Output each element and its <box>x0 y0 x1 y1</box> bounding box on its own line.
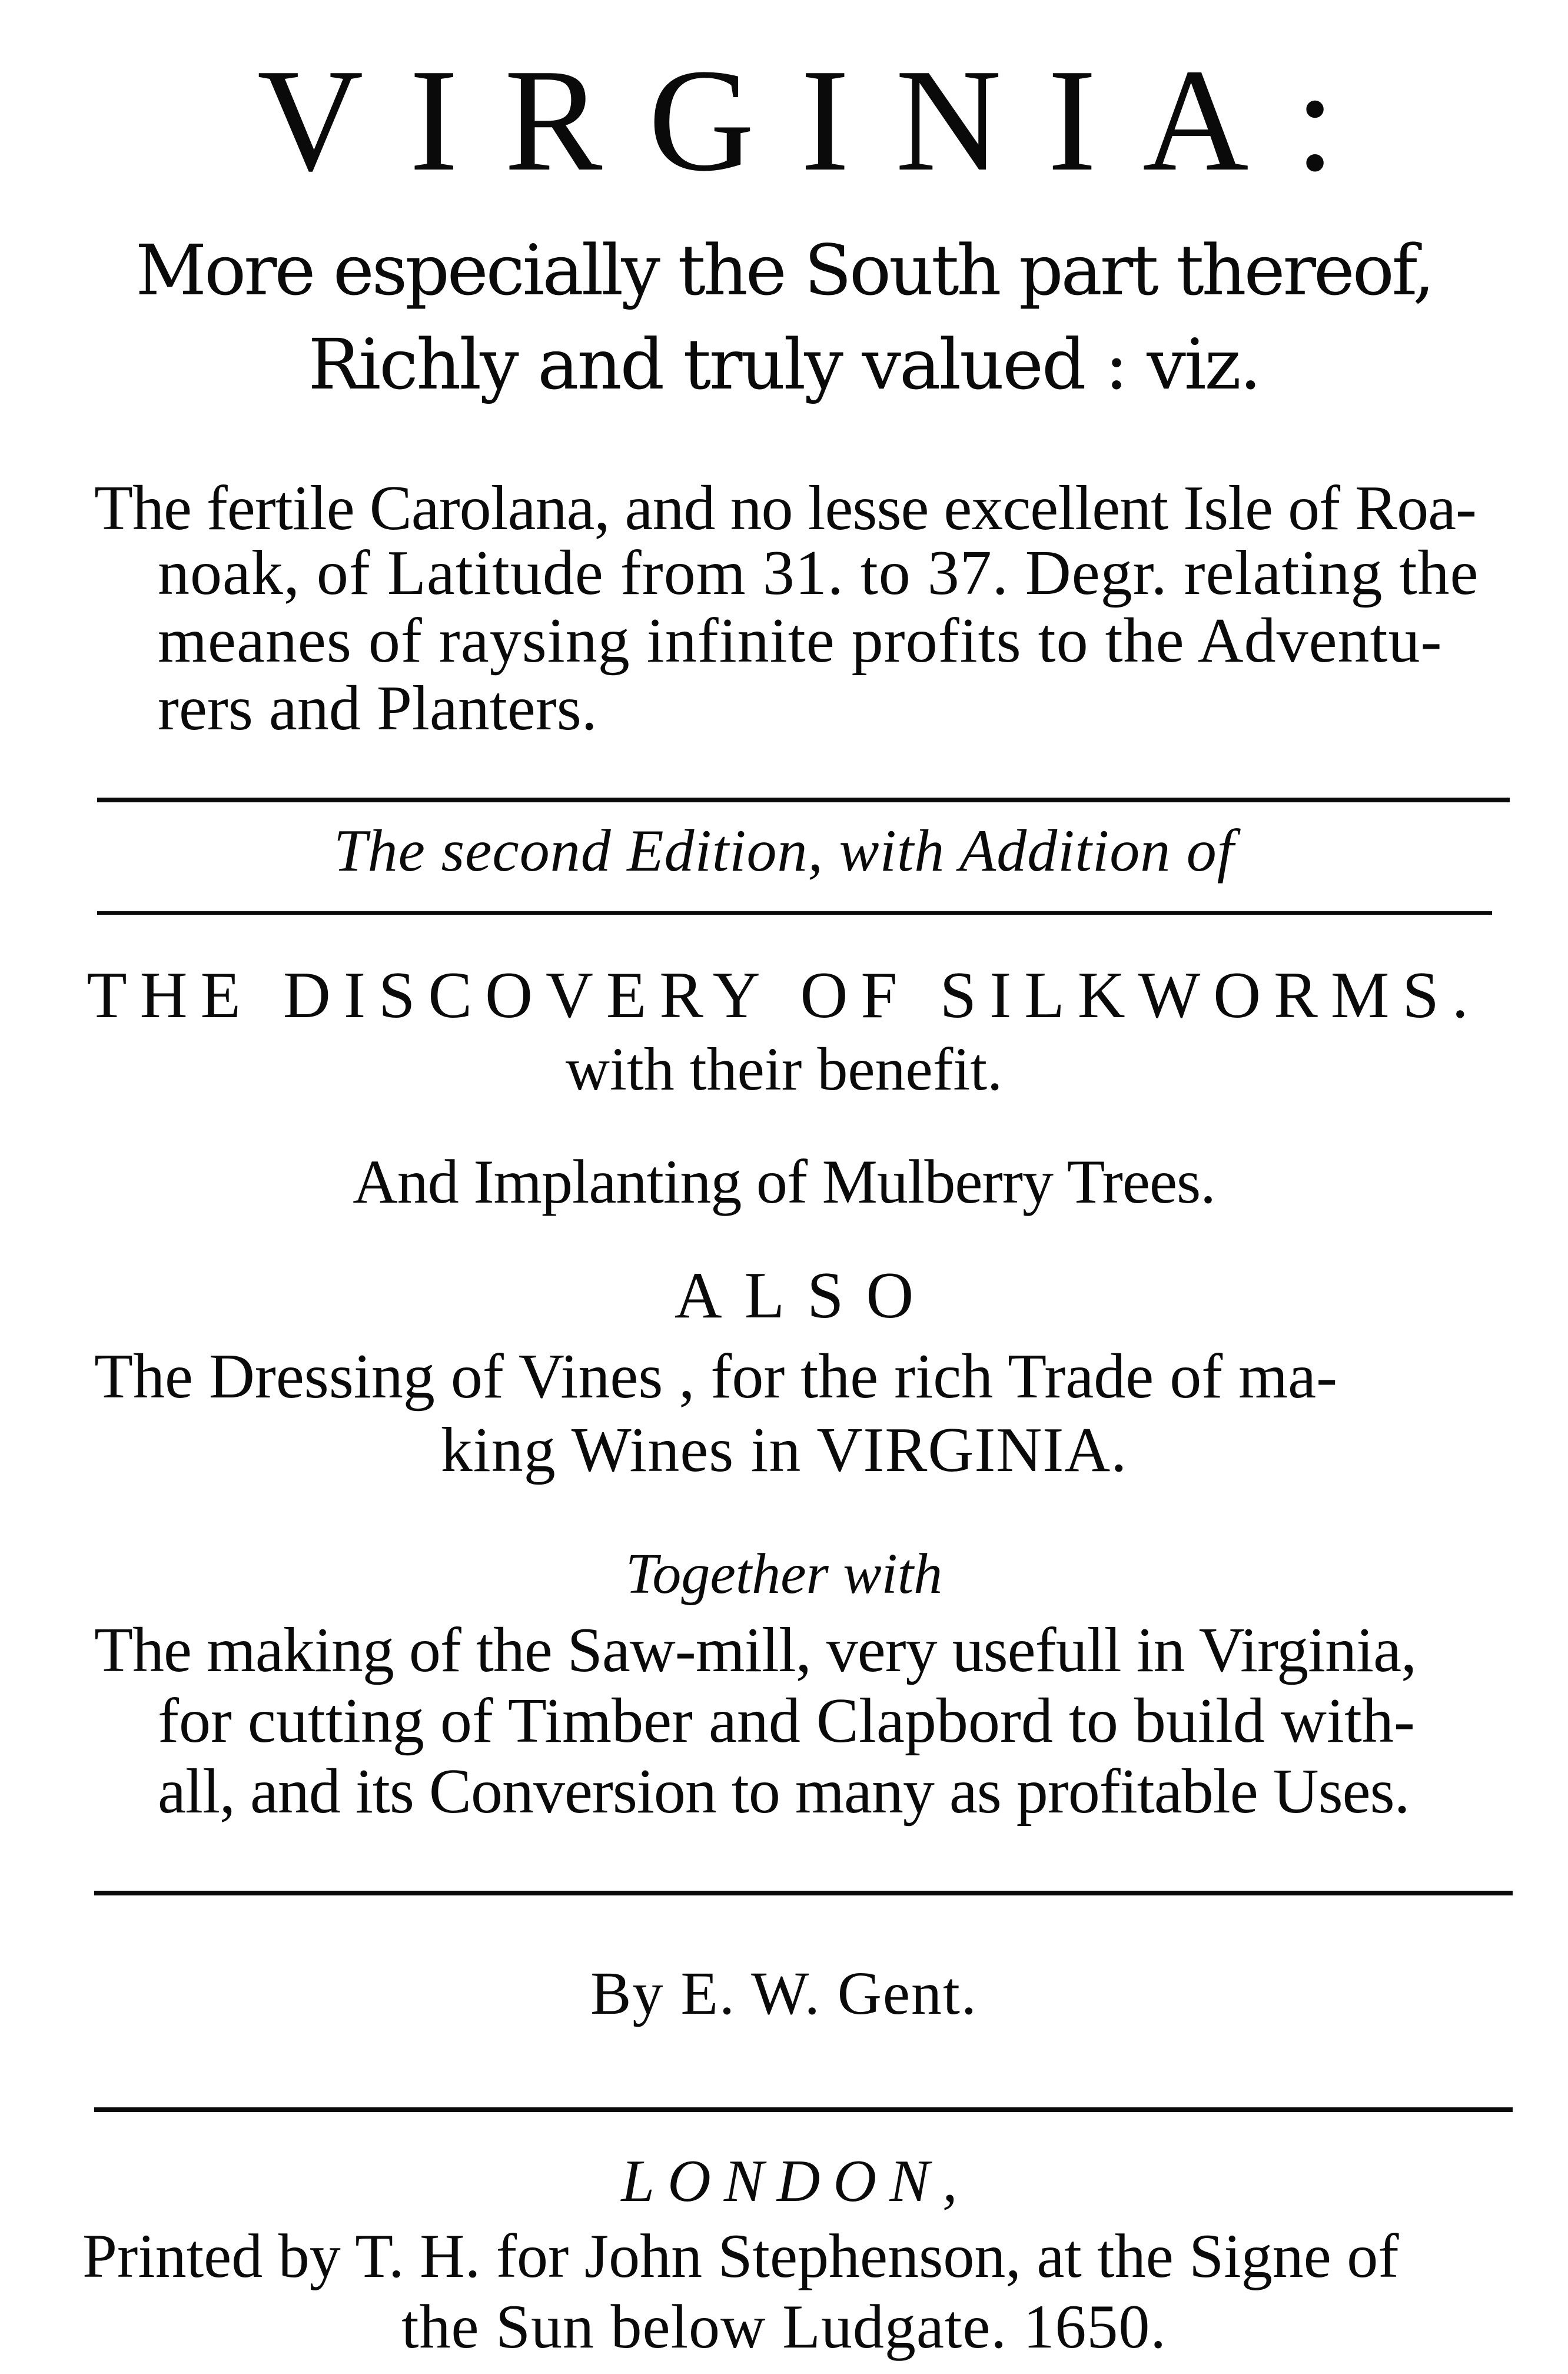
intro-line-4: rers and Planters. <box>158 673 597 743</box>
imprint-city: LONDON, <box>621 2148 971 2214</box>
horizontal-rule <box>97 911 1492 915</box>
author-byline: By E. W. Gent. <box>590 1960 978 2027</box>
discovery-heading: THE DISCOVERY OF SILKWORMS. <box>87 959 1481 1032</box>
intro-line-1: The fertile Carolana, and no lesse excellent Isle of Roa- <box>94 473 1477 543</box>
subtitle-line-2: Richly and truly valued : viz. <box>308 324 1260 405</box>
main-title: VIRGINIA: <box>257 39 1382 202</box>
subtitle-line-1: More especially the South part thereof, <box>135 230 1433 311</box>
sawmill-line-1: The making of the Saw-mill, very usefull in Virginia, <box>94 1615 1417 1685</box>
also-heading: ALSO <box>674 1259 936 1332</box>
imprint-line-2: the Sun below Ludgate. 1650. <box>401 2292 1167 2361</box>
imprint-line-1: Printed by T. H. for John Stephenson, at the Signe of <box>82 2222 1399 2290</box>
edition-note: The second Edition, with Addition of <box>333 818 1235 884</box>
sawmill-line-3: all, and its Conversion to many as profitable Uses. <box>158 1757 1410 1827</box>
vines-line-2: king Wines in VIRGINIA. <box>440 1415 1128 1485</box>
horizontal-rule <box>97 798 1510 802</box>
implanting-line: And Implanting of Mulberry Trees. <box>353 1147 1215 1216</box>
intro-line-3: meanes of raysing infinite profits to the Adventu- <box>158 606 1443 676</box>
together-with: Together with <box>625 1542 943 1606</box>
intro-line-2: noak, of Latitude from 31. to 37. Degr. relating the <box>158 538 1479 608</box>
horizontal-rule <box>94 1891 1513 1895</box>
discovery-benefit: with their benefit. <box>565 1035 1003 1103</box>
vines-line-1: The Dressing of Vines , for the rich Trade of ma- <box>94 1342 1338 1412</box>
horizontal-rule <box>94 2107 1513 2112</box>
sawmill-line-2: for cutting of Timber and Clapbord to build with- <box>158 1686 1415 1756</box>
